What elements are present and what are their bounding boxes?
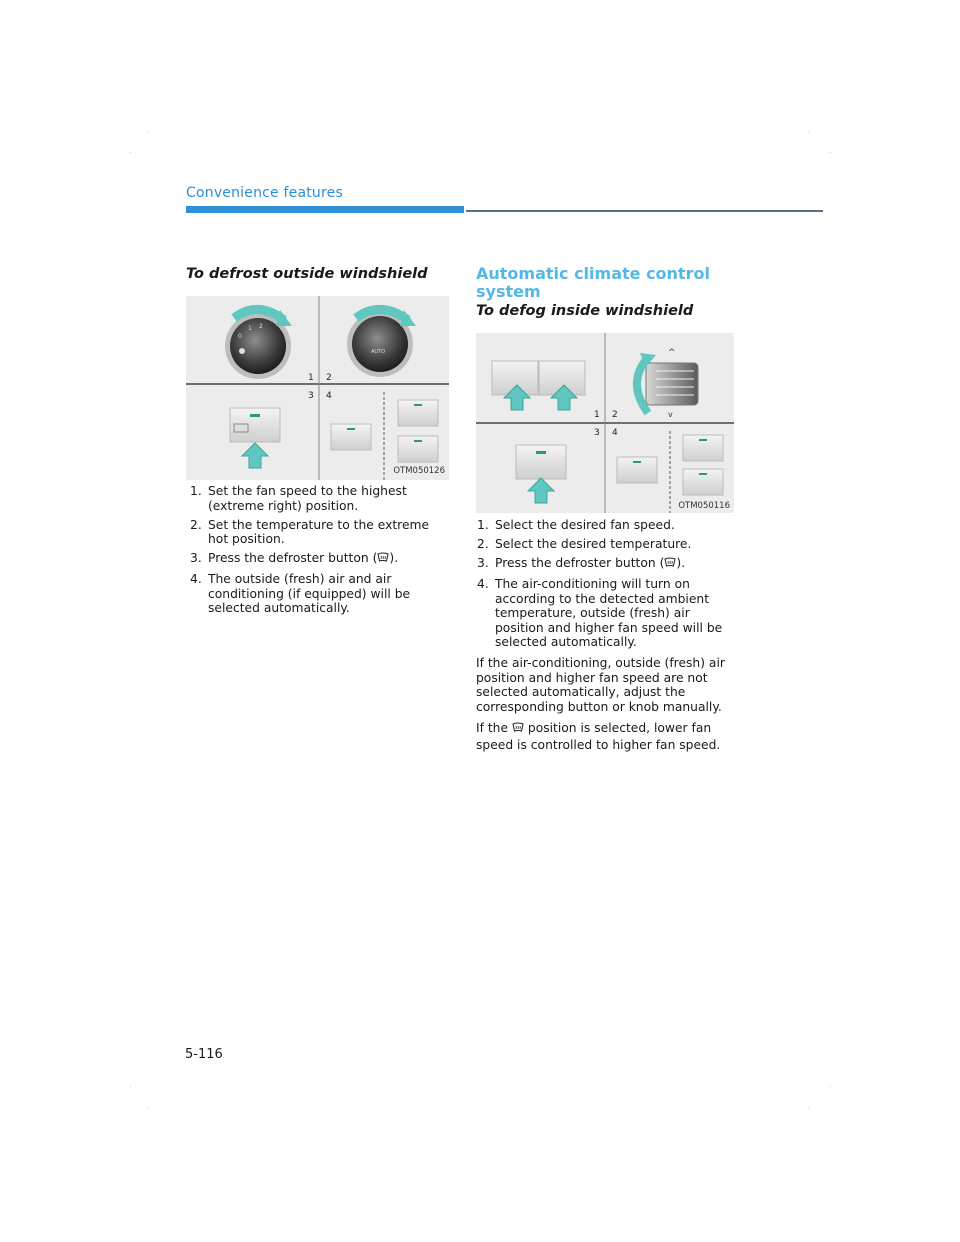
right-subheading: To defog inside windshield [476,303,694,319]
right-steps [477,518,739,654]
list-item: 1. Set the fan speed to the highest (extreme right) position. [190,484,407,513]
fig-label-3: 3 [594,428,600,438]
defog-controls-illustration [476,333,734,513]
defrost-icon [377,552,389,568]
section-title: Automatic climate control system [476,264,710,301]
right-figure [476,333,734,513]
page-number: 5-116 [185,1047,223,1062]
list-item: 3. Press the defroster button ( ). [477,556,739,573]
list-item: 4. The outside (fresh) air and air conditioning (if equipped) will be selected automatically. [190,572,411,615]
left-figure-code: OTM050126 [393,466,445,476]
fig-label-2: 2 [326,373,332,383]
fig-label-2: 2 [612,410,618,420]
fig-label-3: 3 [308,391,314,401]
list-item: 3. Press the defroster button ( ). [190,551,450,568]
fig-label-1: 1 [594,410,600,420]
defrost-controls-illustration [186,296,449,480]
left-subheading: To defrost outside windshield [186,266,428,282]
right-figure-code: OTM050116 [678,501,730,511]
list-item: 2. Set the temperature to the extreme hot position. [190,517,430,546]
fig-label-4: 4 [612,428,618,438]
fig-label-4: 4 [326,391,332,401]
list-item: 4. The air-conditioning will turn on according to the detected ambient temperature, outside (fresh) air position and higher fan speed will be selected automatically. [477,577,723,649]
list-item: 2. Select the desired temperature. [477,537,692,551]
defrost-icon [664,557,676,573]
chapter-title: Convenience features [186,185,343,201]
svg-text:AUTO: AUTO [371,349,386,355]
left-steps [190,484,450,620]
list-item: 1. Select the desired fan speed. [477,518,675,532]
svg-text:^: ^ [668,348,676,358]
svg-text:1: 1 [248,325,252,332]
defrost-icon [512,722,524,738]
defrost-fan-note: If the position is selected, lower fan speed is controlled to higher fan speed. [476,721,721,752]
left-figure [186,296,449,480]
svg-text:0: 0 [238,333,242,340]
header-bar-rule [466,210,823,212]
svg-text:2: 2 [259,323,263,330]
svg-text:v: v [668,410,673,419]
fig-label-1: 1 [308,373,314,383]
header-bar-accent [186,206,464,213]
manual-adjust-note: If the air-conditioning, outside (fresh) air position and higher fan speed are not selected automatically, adjust the corresponding button or knob manually. [476,656,725,714]
